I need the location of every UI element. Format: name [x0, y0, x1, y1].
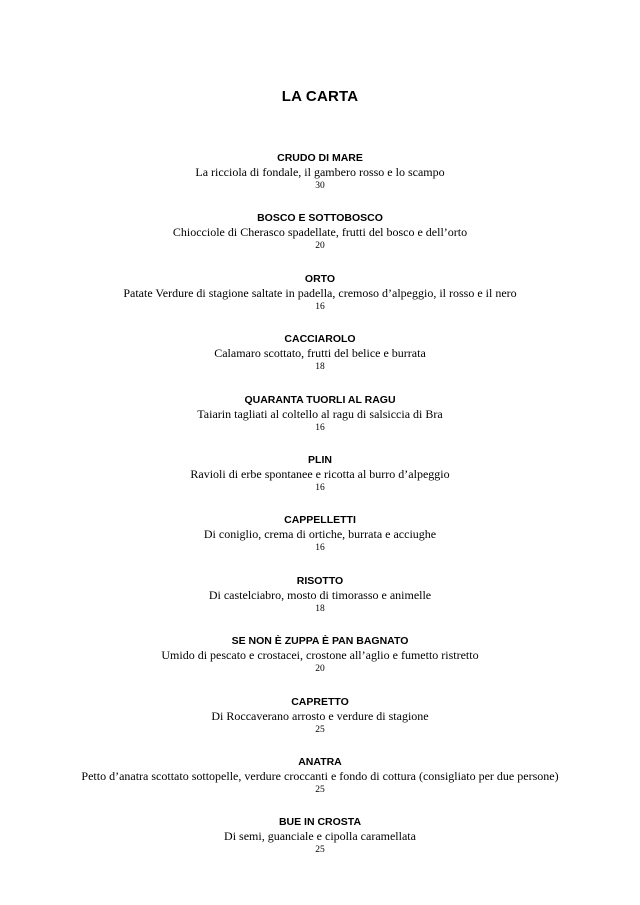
menu-item-price: 25: [315, 724, 325, 735]
menu-item-description: Taiarin tagliati al coltello al ragu di salsiccia di Bra: [197, 406, 443, 421]
menu-item-description: Di semi, guanciale e cipolla caramellata: [224, 829, 416, 844]
menu-item-description: Petto d’anatra scottato sottopelle, verdure croccanti e fondo di cottura (consigliato per due persone): [81, 768, 559, 783]
menu-item-description: Patate Verdure di stagione saltate in padella, cremoso d’alpeggio, il rosso e il nero: [123, 285, 517, 300]
menu-item-description: Di castelciabro, mosto di timorasso e animelle: [208, 587, 432, 602]
menu-item: [0, 453, 640, 513]
menu-item-name: QUARANTA TUORLI AL RAGU: [244, 393, 396, 406]
menu-item: [0, 815, 640, 875]
menu-item-price: 18: [315, 362, 325, 373]
menu-item: [0, 151, 640, 211]
menu-item-price: 25: [315, 845, 325, 856]
menu-item-description: Umido di pescato e crostacei, crostone all’aglio e fumetto ristretto: [161, 648, 479, 663]
menu-item-description: Calamaro scottato, frutti del belice e burrata: [214, 346, 426, 361]
menu-item-name: CAPRETTO: [291, 695, 349, 708]
menu-item-price: 20: [315, 241, 325, 252]
menu-item-price: 20: [315, 664, 325, 675]
menu-item-description: Di coniglio, crema di ortiche, burrata e acciughe: [203, 527, 437, 542]
menu-item: [0, 211, 640, 271]
menu-item-price: 18: [315, 603, 325, 614]
menu-item-name: BOSCO E SOTTOBOSCO: [257, 212, 383, 225]
menu-item-name: SE NON È ZUPPA È PAN BAGNATO: [231, 635, 409, 648]
menu-item-price: 25: [315, 784, 325, 795]
menu-item-price: 16: [315, 301, 325, 312]
menu-item-price: 16: [315, 543, 325, 554]
menu-item-price: 16: [315, 422, 325, 433]
menu-item: [0, 695, 640, 755]
menu-item-description: Chiocciole di Cherasco spadellate, frutti del bosco e dell’orto: [172, 225, 468, 240]
menu-item-name: CRUDO DI MARE: [277, 152, 363, 164]
menu-item: [0, 755, 640, 815]
menu-item-name: CAPPELLETTI: [284, 514, 356, 527]
menu-title: LA CARTA: [281, 88, 359, 105]
menu-item: [0, 634, 640, 694]
menu-item-description: Ravioli di erbe spontanee e ricotta al burro d’alpeggio: [190, 466, 450, 481]
menu-item: [0, 332, 640, 392]
menu-item-name: PLIN: [308, 453, 332, 466]
menu-items: [0, 151, 640, 876]
menu-item-name: ORTO: [304, 272, 336, 285]
menu-item-name: RISOTTO: [296, 574, 344, 587]
menu-item-price: 30: [315, 181, 325, 191]
menu-item-description: La ricciola di fondale, il gambero rosso e lo scampo: [195, 165, 445, 179]
menu-item-name: CACCIAROLO: [284, 333, 356, 346]
menu-item-name: BUE IN CROSTA: [278, 816, 362, 829]
menu-item: [0, 393, 640, 453]
menu-item: [0, 272, 640, 332]
menu-item-description: Di Roccaverano arrosto e verdure di stagione: [211, 708, 429, 723]
menu-item-name: ANATRA: [298, 755, 342, 768]
menu-item-price: 16: [315, 482, 325, 493]
menu-item: [0, 513, 640, 573]
menu-item: [0, 574, 640, 634]
